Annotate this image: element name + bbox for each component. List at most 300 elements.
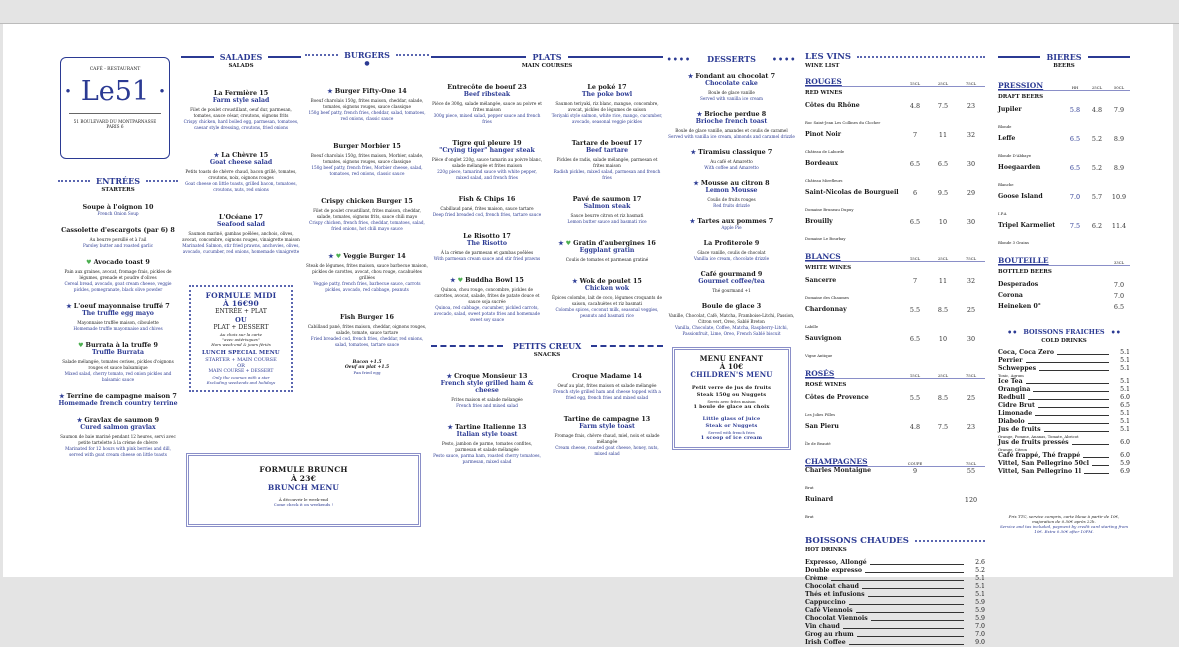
drink-price: 5.2 [975,567,985,574]
drink-price: 6.5 [937,160,949,168]
leader-line [1026,383,1109,384]
star-icon: ★ [558,240,566,247]
item-price: 17 [501,232,511,240]
price-row [805,131,985,157]
item-description: Pièce d'onglet 220g, sauce tamarin au poivre blanc, salade mélangée et frites maison [431,157,543,168]
item-title [431,83,543,91]
drink-name: Corona [998,292,1023,299]
item-title [305,142,429,150]
drink-row [805,639,985,647]
salades-title: SALADES [219,52,263,62]
drink-price: 6.5 [909,218,921,226]
drink-row [998,378,1130,386]
item-title [551,277,663,285]
item-name: Croque Monsieur [454,372,519,380]
drink-name: Jus de fruits pressés [998,439,1069,446]
item-description: Filet de poulet croustillant, oeuf dur, parmesan, tomates, sauce césar, croutons, oignons frits [190,107,292,118]
drink-name: Redbull [998,394,1025,401]
kids-menu-line: Petit verre de jus de fruits [691,385,772,391]
drink-name: Coca, Coca Zero [998,349,1054,356]
item-price: 7 [768,217,774,225]
vins-title: LES VINS [805,52,852,62]
kids-menu-line-en: Served with french fries [708,430,755,435]
drink-name: Heineken 0° [998,303,1041,310]
drink-price: 6.5 [1113,303,1125,311]
item-description: Coulis de tomates et parmesan gratiné [565,257,649,262]
item-name-en: The Risotto [466,240,508,247]
drink-price: 7.0 [975,631,985,638]
drink-name: Cidre Brut [998,402,1035,409]
leader-line [1039,370,1109,371]
item-description-en: French style grilled ham and cheese topped with a fried egg, french fries and mixed salad [553,389,661,400]
footer-note: Prix TTC, service compris, carte bleue à partir de 10€, majoration de 0.50€ après 22h. [1008,514,1120,524]
item-description-en: 150g beef patty, french fries, cheddar, salad, tomatoes, red onions, classic sauce [308,110,426,121]
item-description: Filet de poulet croustillant, frites maison, cheddar, salade, tomates, oignons frits, sauce chili mayo [313,208,421,219]
item-price: 14 [397,87,407,95]
drink-price: 30 [966,160,976,168]
item-name-en: Brioche french toast [695,118,768,125]
star-icon: ★ [327,88,335,95]
item-name: Terrine de campagne maison [66,392,173,400]
item-name-en: Italian style toast [456,431,518,438]
item-name: Boule de glace [701,302,757,310]
leader-line [1028,423,1109,424]
extra-egg: Oeuf au plat +1.5 [344,365,390,370]
price-column-header: 75CL [965,256,977,261]
drink-row [998,426,1130,434]
item-title [58,258,178,266]
item-description: Fromage frais, chèvre chaud, miel, noix et salade mélangée [554,433,660,444]
drink-info [998,222,1064,248]
entrees-section [58,176,178,458]
formule-midi-price: À 16€90 [223,299,259,308]
menu-item [431,232,543,262]
item-name: La Chèvre [221,151,260,159]
item-name: Tartes aux pommes [697,217,769,225]
item-name-en: Goat cheese salad [209,159,273,166]
price-row [805,218,985,244]
drink-price: 6.5 [909,160,921,168]
price-column-header: 33CL [1113,260,1125,265]
drink-price: 5.9 [1120,460,1130,467]
item-description-en: Cereal bread, avocado, goat cream cheese, veggie pickles, pomegranate, black olive powder [64,281,172,292]
item-description: Pesto, jambon de parme, tomates confites, parmesan et salade mélangée [441,441,533,452]
drink-name: Bordeaux [805,160,839,167]
drink-price: 7.0 [975,623,985,630]
price-row [998,106,1130,132]
leader-line [843,628,964,629]
item-name: L'Océane [219,213,255,221]
menu-item [58,203,178,217]
drink-name: Sancerre [805,277,837,284]
drink-price: 5.9 [975,615,985,622]
price-group-title: ROUGES [805,77,842,86]
item-price: 9 [153,341,158,349]
menu-item [551,83,663,125]
item-description-en: Radish pickles, mixed salad, parmesan and french fries [553,169,661,180]
item-description-en: Mixed salad, cherry tomato, red onion pickles and balsamic sauce [64,371,172,382]
drink-row [805,559,985,567]
drink-name: Jupiler [998,106,1022,113]
formule-midi-box [189,285,293,392]
price-row [998,164,1130,190]
price-group-header [998,256,1130,266]
price-column-header: HH [1071,85,1079,90]
leader-line [870,564,964,565]
lunch-menu-note: Excluding weekends and holidays [206,380,276,385]
drink-row [998,452,1130,460]
item-price: 9 [145,258,150,266]
item-name-en: Salmon steak [583,203,631,210]
item-title [181,151,301,159]
item-price: 9 [754,239,760,247]
drink-price: 5.1 [1120,418,1130,425]
star-icon: ★ [76,417,85,424]
burgers-title: BURGERS [344,50,390,60]
drink-price: 9 [912,467,918,475]
drink-price: 5.8 [1069,106,1081,114]
logo-address: 51 BOULEVARD DU MONTPARNASSE [73,119,157,124]
drink-note: Orange, Pomme, Ananas, Tomate, Abricot [998,434,1079,439]
drink-info [805,160,901,186]
item-title [551,139,663,147]
drink-price: 29 [966,189,976,197]
item-name-en: Seafood salad [217,221,265,228]
drink-price: 25 [966,394,976,402]
menu-item [551,277,663,319]
item-price: 17 [254,213,263,221]
drink-description: Domaine Bruneau Dupuy [805,207,854,212]
item-name-en: Farm style toast [579,423,635,430]
item-name-en: Cured salmon gravlax [80,424,156,431]
item-description-en: 300g piece, mixed salad, pepper sauce and french fries [433,113,541,124]
drink-price: 7.5 [937,423,949,431]
item-price: 7 [767,148,773,156]
drink-description: Blonde 3 Grains [998,240,1029,245]
leader-line [1057,354,1109,355]
item-name: Tartine Italienne [455,423,518,431]
vegetarian-icon: ♥ [335,253,344,260]
item-title [668,302,795,310]
menu-item [431,423,543,465]
price-row [998,222,1130,248]
leader-line [1092,465,1109,466]
price-column-header: 25CL [937,81,949,86]
star-icon: ★ [689,218,698,225]
kids-menu-price: À 10€ [719,362,744,371]
item-title [551,415,663,423]
drink-description: Domaine des Chaumes [805,295,849,300]
item-description-en: Fried breaded cod, french fries, cheddar, red onions, salad, tomatoes, tartare sauce [310,336,424,347]
price-column-header: 25CL [1091,85,1103,90]
item-price: 7 [172,392,177,400]
item-title [668,179,795,187]
drink-description: Blonde D'Abbaye [998,153,1031,158]
item-description: Épices colombo, lait de coco, légumes croquants de saison, cacahuètes et riz basmati [552,295,662,306]
drink-description: Labille [805,324,819,329]
drink-name: Côtes du Rhône [805,102,860,109]
extra-egg-en: Pan fried egg [353,370,381,375]
drink-price: 120 [964,496,978,504]
logo-tagline: CAFÉ - RESTAURANT [89,67,141,72]
item-description: Coulis de fruits rouges [707,197,756,202]
drink-price: 9.5 [937,189,949,197]
drink-name: Café Viennois [805,607,853,614]
item-description-en: Apple Pie [721,225,742,230]
drink-info [805,189,901,215]
drink-row [998,394,1130,402]
item-name: Croque Madame [572,372,634,380]
item-name: Soupe à l'oignon [82,203,145,211]
drink-info [805,496,901,522]
item-description-en: Goat cheese on little toasts, grilled bacon, tomatoes, croutons, nuts, red onions [185,181,297,192]
star-icon: ★ [446,373,455,380]
item-title [551,83,663,91]
item-description: Boule de glace vanille, amandes et coulis de caramel [675,128,788,133]
item-description-en: Crispy chicken, french fries, cheddar, tomatoes, salad, fried onions, hot chili mayo sauce [309,220,425,231]
plats-title: PLATS [532,52,562,62]
price-group-title: BLANCS [805,252,841,261]
price-group-header [998,81,1130,91]
price-group-subtitle: WHITE WINES [805,265,852,271]
drink-price: 5.1 [975,583,985,590]
bieres-subtitle: BEERS [1053,63,1075,69]
drink-row [805,631,985,639]
drink-price: 32 [966,131,976,139]
item-price: 7 [770,72,776,80]
price-row [805,467,985,493]
drink-name: Pinot Noir [805,131,842,138]
item-description: Frites maison et salade mélangée [451,397,523,402]
item-name: Le Risotto [463,232,502,240]
star-icon: ★ [696,111,705,118]
price-column-header: 15CL [909,256,921,261]
item-price: 16 [385,313,394,321]
formule-midi-line: PLAT + DESSERT [213,324,269,331]
item-name: La Profiterole [703,239,755,247]
vins-subtitle: WINE LIST [805,63,840,69]
item-name-en: French style grilled ham & cheese [440,380,534,394]
price-column-header: 75CL [965,81,977,86]
drink-name: Vin chaud [805,623,840,630]
item-price: 8 [170,226,175,234]
drink-price: 6.9 [1120,468,1130,475]
drink-price: 6.5 [1120,402,1130,409]
price-row [805,496,985,522]
item-name: Tartine de campagne [563,415,642,423]
drink-info [998,193,1064,219]
price-row [805,423,985,449]
drink-price: 6.2 [1091,222,1103,230]
item-price: 9 [154,416,160,424]
price-row [805,160,985,186]
item-description: Boule de glace vanille [708,90,755,95]
menu-item [551,415,663,457]
formule-brunch-box [186,453,421,527]
item-price: 15 [514,276,524,284]
kids-menu-line: 1 boule de glace au choix [693,404,770,410]
drink-info [998,292,1064,299]
drink-name: Schweppes [998,365,1037,372]
item-name: Pavé de saumon [572,195,633,203]
star-icon: ★ [450,277,458,284]
item-name: Fondant au chocolat [695,72,771,80]
item-title [551,239,663,247]
drink-name: Vittel, San Pellegrino 50cl [998,460,1089,467]
item-description: Boeuf charolais 150g, frites maison, Morbier, salade, tomates, oignons rouges, sauce classique [310,153,424,164]
price-row [805,189,985,215]
leader-line [1072,444,1109,445]
menu-item [551,139,663,181]
item-name-en: "Crying tiger" hanger steak [439,147,535,154]
item-description: Au café et Amaretto [710,159,753,164]
menu-item [668,270,795,294]
item-price: 17 [632,195,642,203]
drink-row [998,386,1130,394]
price-column-header: 15CL [909,81,921,86]
item-description: Pickles de radis, salade mélangée, parmesan et frites maison [556,157,658,168]
price-row [998,303,1130,311]
item-description-en: Lemon butter sauce and basmati rice [567,219,647,224]
price-row [805,277,985,303]
item-description-en: Homemade truffle mayonnaise and chives [73,326,163,331]
star-icon: ★ [213,152,222,159]
drink-price: 10 [938,335,948,343]
drink-price: 5.1 [1120,365,1130,372]
drink-row [805,599,985,607]
desserts-section [668,54,795,450]
item-description: Mayonnaise truffée maison, ciboulette [77,320,159,325]
item-description: Vanille, Chocolat, Café, Matcha, Framboise-Litchi, Passion, Citron vert, Oreo, Sablé Breton [668,313,795,324]
drink-row [998,365,1130,373]
formule-midi-note: Hors week-end & jours fériés [211,342,271,347]
leader-line [831,580,964,581]
drink-price: 5.1 [1120,426,1130,433]
item-description-en: 150g beef patty, french fries, Morbier cheese, salad, tomatoes, red onions, classic sauce [311,165,423,176]
lunch-menu-line: MAIN COURSE + DESSERT [208,369,274,374]
item-price: 13 [517,423,527,431]
leader-line [868,596,964,597]
menu-item [305,87,429,122]
menu-item [668,217,795,231]
item-description-en: French fries and mixed salad [456,403,518,408]
drink-price: 8.9 [1113,135,1125,143]
drink-name: Chardonnay [805,306,847,313]
price-column-header: 75CL [965,373,977,378]
item-title [305,252,429,260]
item-description-en: Deep fried breaded cod, french fries, tartare sauce [432,212,542,217]
price-group-header [805,457,985,467]
menu-item [431,83,543,125]
item-title [431,139,543,147]
item-description: Pièce de 300g, salade mélangée, sauce au poivre et frites maison [432,101,542,112]
drink-name: Ice Tea [998,378,1023,385]
drink-name: San Pieru [805,423,839,430]
entrees-subtitle: STARTERS [101,187,135,193]
menu-item [668,302,795,337]
drink-price: 30 [966,218,976,226]
viewer-toolbar [0,0,1179,24]
item-description: Oeuf au plat, frites maison et salade mélangée [557,383,657,388]
leader-line [856,612,964,613]
drink-row [998,439,1130,447]
item-price: 7 [165,302,170,310]
drink-description: Roc Saint-Jean Les Collines du Clocher [805,120,881,125]
item-description-en: Parsley butter and roasted garlic [82,243,154,248]
drink-price: 6.5 [909,335,921,343]
drink-info [805,467,901,493]
drink-name: Leffe [998,135,1016,142]
brunch-note-en: Come check it on weekends ! [273,502,334,507]
drink-name: Crème [805,575,828,582]
drink-name: Orangina [998,386,1031,393]
price-row [805,102,985,128]
price-column-header: COUPE [907,461,923,466]
item-description-en: Marinated Salmon, stir fried prawns, anchovies, olives, avocado, cucumber, red onions, homemade vinaigrette [182,243,300,254]
item-description: Pain aux graines, avocat, fromage frais, pickles de légumes, grenade et poudre d'olives [64,269,172,280]
drink-price: 5.2 [1091,135,1103,143]
item-title [305,313,429,321]
drink-price: 6.0 [1120,452,1130,459]
item-title [58,203,178,211]
item-title [551,195,663,203]
item-title [668,239,795,247]
item-name-en: Beef ribsteak [463,91,511,98]
item-description-en: With coffee and Amaretto [704,165,759,170]
leader-line [1083,457,1109,458]
item-title [431,232,543,240]
drink-price: 9.0 [975,639,985,646]
drink-price: 11.4 [1111,222,1127,230]
menu-item [58,302,178,332]
drink-price: 8.5 [937,306,949,314]
drink-name: Goose Island [998,193,1043,200]
drink-price: 25 [966,306,976,314]
item-title [305,197,429,205]
drink-name: Desperados [998,281,1039,288]
drink-price: 5.9 [975,599,985,606]
bieres-title: BIERES [1046,52,1082,62]
drink-row [998,349,1130,357]
drink-description: Brut [805,485,814,490]
chaudes-subtitle: HOT DRINKS [805,547,847,553]
chaudes-title: BOISSONS CHAUDES [805,536,909,546]
item-price: 15 [259,89,269,97]
item-description-en: 220g piece, tamarind sauce with white pepper, mixed salad, and french fries [437,169,537,180]
item-description-en: With parmesan cream sauce and stir fried prawns [433,256,541,261]
star-icon: ★ [687,73,696,80]
item-name: Crispy chicken Burger [321,197,404,205]
price-group-title: CHAMPAGNES [805,457,868,466]
drink-info [998,281,1064,288]
drink-description: Blanche [998,182,1014,187]
price-column-header: 25CL [937,373,949,378]
drink-price: 7.5 [1069,222,1081,230]
lunch-menu-line: STARTER + MAIN COURSE [205,357,277,363]
item-title [668,110,795,118]
item-description-en: Teriyaki style salmon, white rice, mango, cucumber, avocado, seasonal veggie pickles [551,113,663,124]
drink-description: Château de Laborde [805,149,845,154]
menu-item [305,313,429,348]
star-icon: ★ [447,424,455,431]
dots-icon: •••• [666,54,692,64]
restaurant-logo [60,57,170,159]
price-row [805,394,985,420]
item-price: 16 [646,239,656,247]
leader-line [849,644,964,645]
drink-name: Cappuccino [805,599,846,606]
item-description-en: Served with vanilla ice cream, almonds and caramel drizzle [668,134,795,139]
